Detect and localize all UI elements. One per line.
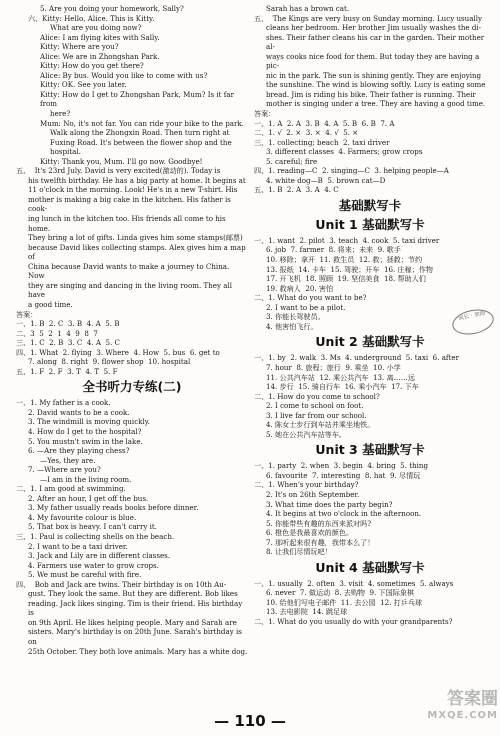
left-text-line: 一、1. My father is a cook. <box>16 398 111 408</box>
right-text-line: Sarah has a brown cat. <box>266 4 350 13</box>
left-text-line: 3. Jack and Lily are in different classes. <box>28 551 171 561</box>
right-text-line: 7. 那听起来很有趣，我带本么了！ <box>266 537 375 547</box>
left-text-line: reading. Jack likes singing. Tim is their friend. His birthday is <box>28 598 245 618</box>
left-section-heading: 全书听力专练(二) <box>82 379 182 395</box>
left-text-line: 四、1. What 2. flying 3. Where 4. How 5. bus 6. get to <box>16 347 220 357</box>
left-text-line: his twelfth birthday. He has a big party at home. It begins at <box>28 175 246 185</box>
left-text-line: 6. —Are they playing chess? <box>28 446 130 456</box>
left-text-line: 答案： <box>16 309 38 319</box>
right-text-line: 一、1. want 2. pilot 3. teach 4. cook 5. taxi driver <box>254 235 440 245</box>
watermark-logo: 答案圈 MXQE.COM <box>427 689 498 721</box>
right-text-line: 五、 The Kings are very busy on Sunday morning. Lucy usually <box>254 13 483 23</box>
right-column <box>254 4 486 627</box>
right-text-line: 2. I come to school on foot. <box>266 401 364 411</box>
left-text-line: they are singing and dancing in the living room. They all have <box>28 280 235 300</box>
left-text-line: Fuxing Road. It's between the flower shop and the <box>50 137 232 147</box>
right-text-line: 二、1. How do you come to school? <box>254 391 380 401</box>
left-text-line: Alice: We are in Zhongshan Park. <box>40 51 160 61</box>
right-text-line: the sunshine. The wind is blowing softly. Lucy is eating some <box>266 80 486 90</box>
right-text-line: cleans her bedroom. Her brother Jim usually washes the di- <box>266 23 482 33</box>
unit-heading-unit3: Unit 3 基础默写卡 <box>315 442 425 458</box>
right-text-line: 一、1. A 2. A 3. B 4. A 5. B 6. B 7. A <box>254 118 395 128</box>
right-text-line: 2. It's on 26th September. <box>266 489 360 499</box>
unit-heading-unit4: Unit 4 基础默写卡 <box>315 559 425 575</box>
left-text-line: 25th October. They both love animals. Mary has a white dog. <box>28 646 248 656</box>
left-text-line: China because David wants to make a journey to China. Now <box>28 261 232 281</box>
right-text-line: 四、1. reading—C 2. singing—C 3. helping people—A <box>254 166 449 176</box>
right-text-line: 5. 你能带些有趣的东西来派对吗? <box>266 518 372 528</box>
right-text-line: 5. careful; fire <box>266 156 318 166</box>
unit-heading-unit1: Unit 1 基础默写卡 <box>315 216 425 232</box>
right-text-line: 4. It begins at two o'clock in the afternoon. <box>266 509 422 519</box>
left-text-line: 一、1. B 2. C 3. B 4. A 5. B <box>16 319 120 329</box>
right-text-line: shes. Their father cleans his car in the garden. Their mother al- <box>266 32 487 52</box>
right-text-line: 三、1. collecting; beach 2. taxi driver <box>254 137 390 147</box>
right-text-line: mother is singing under a tree. They are having a good time. <box>266 99 486 109</box>
left-text-line: mother is making a big cake in the kitchen. His father is cook- <box>28 194 234 214</box>
left-text-line: Kitty: How do I get to Zhongshan Park, Mum? Is it far from <box>40 89 237 109</box>
right-text-line: 二、1. What do you usually do with your grandparents? <box>254 616 453 626</box>
left-text-line: Alice: I am flying kites with Sally. <box>40 32 160 42</box>
left-text-line: 2. David wants to be a cook. <box>28 407 130 417</box>
right-text-line: ways cooks nice food for them. But today they are having a pic- <box>266 51 482 71</box>
left-text-line: Kitty: How do you get there? <box>40 61 144 71</box>
right-text-line: 一、1. usually 2. often 3. visit 4. sometimes 5. always <box>254 578 454 588</box>
left-column <box>16 4 248 656</box>
left-text-line: 4. How do I get to the hospital? <box>28 426 142 436</box>
left-text-line: on 9th April. He likes helping people. Mary and Sarah are <box>28 617 237 627</box>
left-text-line: Alice: By bus. Would you like to come with us? <box>40 70 208 80</box>
left-text-line: They bring a lot of gifts. Linda gives him some stamps(邮票) <box>28 233 243 243</box>
left-text-line: —Yes, they are. <box>40 455 96 465</box>
right-text-line: 13. 报纸 14. 卡车 15. 驾驶；开车 16. 庄稼；作物 <box>266 264 433 274</box>
left-text-line: Mum: No, it's not far. You can ride your bike to the park. <box>40 118 244 128</box>
left-text-line: Kitty: Where are you? <box>40 42 119 52</box>
right-text-line: 答案： <box>254 109 276 119</box>
left-text-line: 7. along 8. right 9. flower shop 10. hospital <box>28 357 191 367</box>
right-text-line: 11. 公共汽车站 12. 乘公共汽车 13. 离……远 <box>266 372 415 382</box>
left-text-line: Kitty: OK. See you later. <box>40 80 127 90</box>
right-text-line: 二、1. What do you want to be? <box>254 293 367 303</box>
left-text-line: 五、1. F 2. F 3. T 4. T 5. F <box>16 366 118 376</box>
left-text-line: Kitty: Thank you, Mum. I'll go now. Goodbye! <box>40 156 203 166</box>
right-text-line: 5. 她在公共汽车站等车。 <box>266 429 346 439</box>
left-text-line: here? <box>50 109 71 119</box>
left-text-line: 六、Kitty: Hello, Alice. This is Kitty. <box>28 13 155 23</box>
left-text-line: 三、1. Paul is collecting shells on the beach. <box>16 531 175 541</box>
left-text-line: 四、 Bob and Jack are twins. Their birthday is on 10th Au- <box>16 579 227 589</box>
left-text-line: 二、1. I am good at swimming. <box>16 484 126 494</box>
left-text-line: 11 o'clock in the morning. Look! He's in a new T-shirt. His <box>28 185 238 195</box>
right-text-line: 4. 陈女士步行到车站并乘坐地铁。 <box>266 420 375 430</box>
left-text-line: 3. My father usually reads books before dinner. <box>28 503 199 513</box>
right-text-line: 五、1. B 2. A 3. A 4. C <box>254 185 339 195</box>
left-text-line: sisters. Mary's birthday is on 20th June. Sarah's birthday is on <box>28 627 245 646</box>
right-text-line: 6. 橙色是我最喜欢的颜色。 <box>266 528 354 538</box>
left-text-line: What are you doing now? <box>50 23 142 33</box>
unit-heading-unit2: Unit 2 基础默写卡 <box>315 334 425 350</box>
right-section-heading: 基础默写卡 <box>338 197 402 213</box>
left-text-line: Walk along the Zhongxin Road. Then turn right at <box>50 128 230 138</box>
right-text-line: 6. favourite 7. interesting 8. hat 9. 尽情玩 <box>266 470 421 480</box>
left-text-line: 5. That box is heavy. I can't carry it. <box>28 522 157 532</box>
right-text-line: bread. Jim is riding his bike. Their father is running. Their <box>266 89 476 99</box>
right-text-line: 一、1. party 2. when 3. begin 4. bring 5. thing <box>254 461 428 471</box>
left-text-line: 2. After an hour, I get off the bus. <box>28 493 149 503</box>
right-text-line: 10. 给他们写电子邮件 11. 去公园 12. 打乒乓球 <box>266 597 423 607</box>
right-text-line: 4. white dog—B 5. brown cat—D <box>266 175 386 185</box>
left-text-line: 五、 It's 23rd July. David is very excited(激动的). Today is <box>16 166 221 176</box>
left-text-line: because David likes collecting stamps. Alex gives him a map of <box>28 242 248 262</box>
left-text-line: 4. My favourite colour is blue. <box>28 512 137 522</box>
left-text-line: —I am in the living room. <box>40 474 132 484</box>
left-text-line: ing lunch in the kitchen too. His friends all come to his home. <box>28 214 228 233</box>
left-text-line: 二、3 5 2 1 4 9 8 7 <box>16 328 98 338</box>
left-text-line: 5. Are you doing your homework, Sally? <box>40 4 184 13</box>
right-text-line: 2. I want to be a pilot. <box>266 302 346 312</box>
left-text-line: 4. Farmers use water to grow crops. <box>28 560 159 570</box>
page-number: — 110 — <box>214 712 286 730</box>
decorative-stamp: 成长 · 加油 <box>450 306 496 338</box>
right-text-line: 二、1. When's your birthday? <box>254 480 359 490</box>
right-text-line: 4. 他害怕飞行。 <box>266 321 318 331</box>
right-text-line: 3. I live far from our school. <box>266 410 367 420</box>
right-text-line: 8. 让我们尽情玩吧！ <box>266 547 332 557</box>
left-text-line: gust. They look the same. But they are different. Bob likes <box>28 589 238 599</box>
right-text-line: 6. never 7. 做运动 8. 去购物 9. 下国际象棋 <box>266 588 415 598</box>
left-text-line: 7. —Where are you? <box>28 465 101 475</box>
right-text-line: nic in the park. The sun is shining gently. They are enjoying <box>266 70 482 80</box>
right-text-line: 3. What time does the party begin? <box>266 499 393 509</box>
right-text-line: 二、1. √ 2. × 3. × 4. √ 5. × <box>254 128 359 138</box>
right-text-line: 10. 移除；拿开 11. 救生员 12. 救；拯救；节约 <box>266 255 423 265</box>
right-text-line: 17. 开飞机 18. 照顾 19. 坚信美食 18. 帮助人们 <box>266 274 426 284</box>
right-text-line: 14. 步行 15. 骑自行车 16. 乘小汽车 17. 下车 <box>266 382 419 392</box>
right-text-line: 19. 救病人 20. 害怕 <box>266 283 334 293</box>
left-text-line: 5. You mustn't swim in the lake. <box>28 436 143 446</box>
right-text-line: 3. 你能长驾驶员。 <box>266 312 325 322</box>
right-text-line: 6. job 7. farmer 8. 将来；未来 9. 歌手 <box>266 245 401 255</box>
right-text-line: 7. hour 8. 旅程；旅行 9. 乘坐 10. 小学 <box>266 362 401 372</box>
left-text-line: a good time. <box>28 299 73 309</box>
right-text-line: 13. 去电影院 14. 跳足球 <box>266 607 348 617</box>
right-text-line: 一、1. by 2. walk 3. Ms 4. underground 5. taxi 6. after <box>254 353 459 363</box>
right-text-line: 3. different classes 4. Farmers; grow crops <box>266 147 423 157</box>
left-text-line: 5. We must be careful with fire. <box>28 570 142 580</box>
left-text-line: 三、1. C 2. B 3. C 4. A 5. C <box>16 338 120 348</box>
left-text-line: 2. I want to be a taxi driver. <box>28 541 128 551</box>
left-text-line: 3. The windmill is moving quickly. <box>28 417 151 427</box>
left-text-line: hospital. <box>50 147 81 157</box>
